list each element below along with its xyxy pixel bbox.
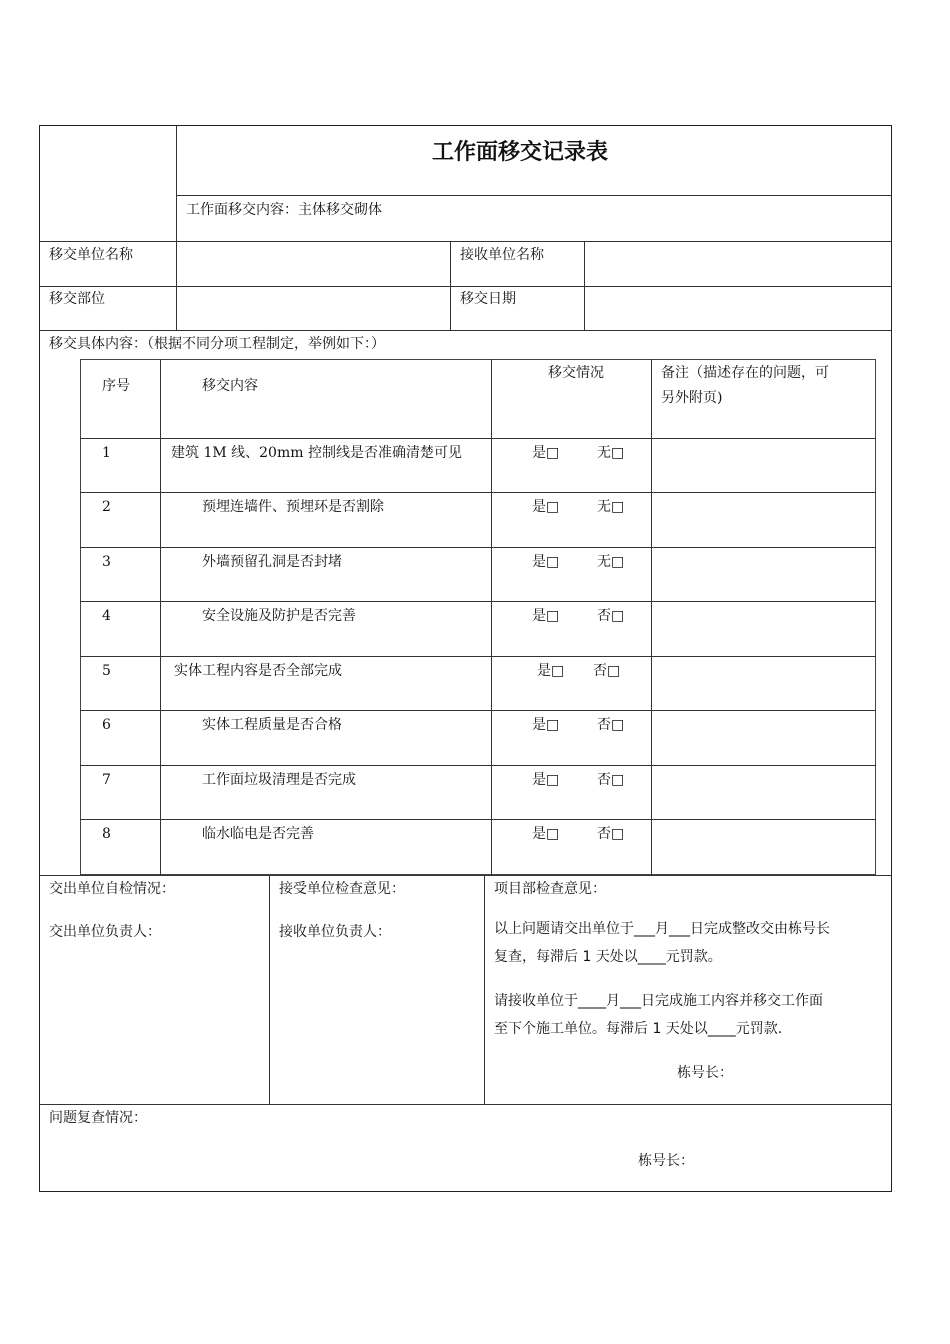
yes-checkbox[interactable]: 是□ <box>532 717 560 733</box>
row-no: 2 <box>102 499 111 515</box>
table-row-line <box>80 710 876 711</box>
rectification-note: 以上问题请交出单位于___月___日完成整改交由栋号长 <box>494 921 830 937</box>
no-checkbox[interactable]: 否□ <box>593 663 621 679</box>
yes-checkbox[interactable]: 是□ <box>532 445 560 461</box>
rectification-note-cont: 复查，每滞后 1 天处以____元罚款。 <box>494 949 722 965</box>
remark-field[interactable] <box>653 494 874 546</box>
opinion-top-line <box>40 875 891 876</box>
yes-checkbox[interactable]: 是□ <box>532 554 560 570</box>
header-no: 序号 <box>102 378 130 394</box>
opinion-col-2 <box>484 875 485 1104</box>
unit-col-3 <box>584 241 585 330</box>
header-status: 移交情况 <box>548 365 604 381</box>
row-no: 3 <box>102 554 111 570</box>
table-row-line <box>80 492 876 493</box>
header-remark: 备注（描述存在的问题，可 <box>661 365 829 381</box>
specific-content-label: 移交具体内容：（根据不同分项工程制定，举例如下：） <box>49 336 385 352</box>
remark-field[interactable] <box>653 440 874 491</box>
handover-date-field[interactable] <box>586 288 889 329</box>
opinion-col-1 <box>269 875 270 1104</box>
receiving-unit-label: 接收单位名称 <box>460 247 544 263</box>
receiver-responsible-label: 接收单位负责人： <box>279 924 391 940</box>
review-building-head: 栋号长： <box>638 1153 694 1169</box>
no-checkbox[interactable]: 否□ <box>597 826 625 842</box>
no-checkbox[interactable]: 无□ <box>597 499 625 515</box>
row-content: 工作面垃圾清理是否完成 <box>202 772 356 788</box>
no-checkbox[interactable]: 否□ <box>597 772 625 788</box>
remark-field[interactable] <box>653 603 874 655</box>
no-checkbox[interactable]: 否□ <box>597 608 625 624</box>
no-checkbox[interactable]: 否□ <box>597 717 625 733</box>
table-row-line <box>80 819 876 820</box>
receiver-opinion-label: 接受单位检查意见： <box>279 881 405 897</box>
self-check-label: 交出单位自检情况： <box>49 881 175 897</box>
row-no: 7 <box>102 772 111 788</box>
header-content: 移交内容 <box>202 378 258 394</box>
page-title: 工作面移交记录表 <box>432 139 609 165</box>
header-bottom-line <box>40 241 891 242</box>
receiving-unit-field[interactable] <box>586 243 889 284</box>
yes-checkbox[interactable]: 是□ <box>532 499 560 515</box>
table-col-2 <box>491 359 492 875</box>
yes-checkbox[interactable]: 是□ <box>537 663 565 679</box>
yes-checkbox[interactable]: 是□ <box>532 826 560 842</box>
row-no: 5 <box>102 663 111 679</box>
row-content: 实体工程质量是否合格 <box>202 717 342 733</box>
table-col-3 <box>651 359 652 875</box>
yes-checkbox[interactable]: 是□ <box>532 772 560 788</box>
opinion-bottom-line <box>40 1104 891 1105</box>
table-row-line <box>80 438 876 439</box>
row-no: 8 <box>102 826 111 842</box>
project-opinion-label: 项目部检查意见： <box>494 881 606 897</box>
table-col-1 <box>160 359 161 875</box>
handover-note-cont: 至下个施工单位。每滞后 1 天处以____元罚款. <box>494 1021 783 1037</box>
content-label: 工作面移交内容：主体移交砌体 <box>186 202 382 218</box>
handover-date-label: 移交日期 <box>460 291 516 307</box>
row-no: 4 <box>102 608 111 624</box>
remark-field[interactable] <box>653 767 874 818</box>
table-row-line <box>80 601 876 602</box>
header-vertical-divider <box>176 126 177 241</box>
no-checkbox[interactable]: 无□ <box>597 554 625 570</box>
row-content: 安全设施及防护是否完善 <box>202 608 356 624</box>
unit-col-2 <box>450 241 451 330</box>
unit-col-1 <box>176 241 177 330</box>
review-label: 问题复查情况： <box>49 1110 147 1126</box>
row-no: 1 <box>102 445 111 461</box>
remark-field[interactable] <box>653 712 874 764</box>
handover-unit-field[interactable] <box>178 243 448 284</box>
row-content: 实体工程内容是否全部完成 <box>174 663 342 679</box>
table-row-line <box>80 656 876 657</box>
handover-location-field[interactable] <box>178 288 448 329</box>
table-row-line <box>80 765 876 766</box>
table-row-line <box>80 547 876 548</box>
building-head-signature: 栋号长： <box>677 1065 733 1081</box>
row-content: 临水临电是否完善 <box>202 826 314 842</box>
handover-unit-label: 移交单位名称 <box>49 247 133 263</box>
handover-note: 请接收单位于____月___日完成施工内容并移交工作面 <box>494 993 823 1009</box>
header-remark-cont: 另外附页) <box>661 390 723 406</box>
no-checkbox[interactable]: 无□ <box>597 445 625 461</box>
remark-field[interactable] <box>653 549 874 600</box>
remark-field[interactable] <box>653 821 874 874</box>
row-content: 建筑 1M 线、20mm 控制线是否准确清楚可见 <box>171 445 462 461</box>
yes-checkbox[interactable]: 是□ <box>532 608 560 624</box>
row-content: 预埋连墙件、预埋环是否割除 <box>202 499 384 515</box>
title-bottom-line <box>176 195 891 196</box>
self-responsible-label: 交出单位负责人： <box>49 924 161 940</box>
handover-location-label: 移交部位 <box>49 291 105 307</box>
remark-field[interactable] <box>653 658 874 709</box>
unit-section-bottom <box>40 330 891 331</box>
row-no: 6 <box>102 717 111 733</box>
row-content: 外墙预留孔洞是否封堵 <box>202 554 342 570</box>
unit-row-divider <box>40 286 891 287</box>
